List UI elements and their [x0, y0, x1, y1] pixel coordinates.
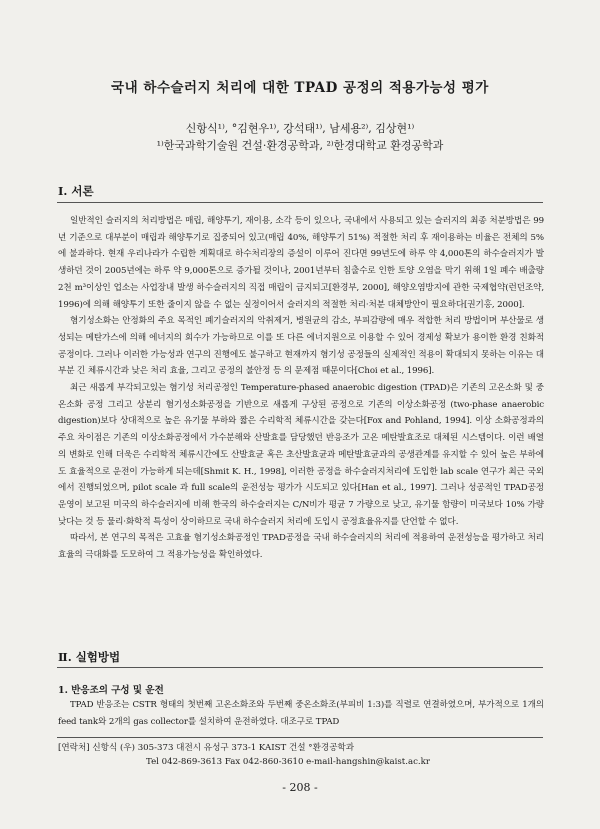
- paragraph: 일반적인 슬러지의 처리방법은 매립, 해양투기, 재이용, 소각 등이 있으나, 국내에서 사용되고 있는 슬러지의 최종 처분방법은 99년 기준으로 대부분이 매립과 해양투기로 집중되어 있고(매립 40%, 해양투기 51%) 적절한 처리 후 재이용하는 비율은 전체의 5%에 불과하다. 현재 우리나라가 수립한 계획대로 하수처리장의 증설이 이루어 진다면 99년도에 하루 약 4,000톤의 하수슬러지가 발생하던 것이 2005년에는 하루 약 9,000톤으로 증가될 것이나, 2001년부터 침출수로 인한 토양 오염을 막기 위해 1일 폐수 배출량 2천 m³이상인 업소는 사업장내 발생 하수슬러지의 직접 매립이 금지되고[환경부, 2000], 해양오염방지에 관한 국제협약(런던조약, 1996)에 의해 해양투기 또한 줄이지 않을 수 없는 실정이어서 슬러지의 적절한 처리·처분 대체방안이 필요하다[권기홍, 2000].: [58, 216, 544, 310]
- methods-body: [58, 697, 544, 731]
- footnote-divider: [57, 737, 543, 738]
- paper-title: 국내 하수슬러지 처리에 대한 TPAD 공정의 적용가능성 평가: [111, 80, 489, 96]
- contact-phone-email: Tel 042-869-3613 Fax 042-860-3610 e-mail-hangshin@kaist.ac.kr: [146, 757, 430, 767]
- section-heading-introduction: Ⅰ. 서론: [58, 184, 94, 198]
- introduction-body: [58, 213, 544, 564]
- author-affiliations: ¹⁾한국과학기술원 건설·환경공학과, ²⁾한경대학교 환경공학과: [156, 139, 444, 152]
- section-heading-methods: Ⅱ. 실험방법: [58, 650, 121, 664]
- author-names: 신항식¹⁾, °김현우¹⁾, 강석태¹⁾, 남세용²⁾, 김상현¹⁾: [185, 122, 415, 135]
- section-divider: [57, 667, 543, 668]
- paragraph: TPAD 반응조는 CSTR 형태의 첫번째 고온소화조와 두번째 중온소화조(부피비 1:3)를 직렬로 연결하였으며, 부가적으로 1개의 feed tank와 2개의 gas collector를 설치하여 운전하였다. 대조구로 TPAD: [58, 700, 544, 727]
- page-number: - 208 -: [282, 781, 318, 794]
- contact-address: [연락처] 신항식 (우) 305-373 대전시 유성구 373-1 KAIST 건설 °환경공학과: [58, 743, 355, 753]
- section-divider: [57, 202, 543, 203]
- paragraph: 따라서, 본 연구의 목적은 고효율 혐기성소화공정인 TPAD공정을 국내 하수슬러지의 처리에 적용하여 운전성능을 평가하고 처리효율의 극대화를 도모하여 그 적용가능성을 확인하였다.: [58, 533, 544, 561]
- subsection-heading: 1. 반응조의 구성 및 운전: [58, 685, 164, 696]
- paragraph: 혐기성소화는 안정화의 주요 목적인 폐기슬러지의 악취제거, 병원균의 감소, 부피감량에 매우 적합한 처리 방법이며 부산물로 생성되는 메탄가스에 의해 에너지의 회수가 가능하므로 이를 또 다른 에너지원으로 이용할 수 있어 경제성 확보가 용이한 환경 친화적 공정이다. 그러나 이러한 가능성과 연구의 진행에도 불구하고 현재까지 혐기성 공정들의 실제적인 적용이 확대되지 못하는 이유는 대부분 긴 체류시간과 낮은 처리 효율, 그리고 공정의 불안정 등 의 문제점 때문이다[Choi et al., 1996].: [58, 316, 544, 377]
- paragraph: 최근 새롭게 부각되고있는 혐기성 처리공정인 Temperature-phased anaerobic digestion (TPAD)은 기존의 고온소화 및 중온소화 공정 그리고 상분리 혐기성소화공정을 기반으로 새롭게 구상된 공정으로 기존의 이상소화공정 (two-phase anaerobic digestion)보다 상대적으로 높은 유기물 부하와 짧은 수리학적 체류시간을 갖는다[Fox and Pohland, 1994]. 이상 소화공정과의 주요 차이점은 기존의 이상소화공정에서 가수분해와 산발효를 담당했던 반응조가 고온 메탄발효조로 대체된 시스템이다. 이런 배열의 변화로 인해 더욱은 수리학적 체류시간에도 산발효균 혹은 초산발효균과 메탄발효균과의 공생관계를 유지할 수 있어 높은 부하에도 효율적으로 운전이 가능하게 되는데[Shmit K. H., 1998], 이러한 공정을 하수슬러지처리에 도입한 lab scale 연구가 최근 국외에서 진행되었으며, pilot scale 과 full scale의 운전성능 평가가 시도되고 있다[Han et al., 1997]. 그러나 성공적인 TPAD공정 운영이 보고된 미국의 하수슬러지에 비해 한국의 하수슬러지는 C/N비가 평균 7 가량으로 낮고, 유기물 함량이 미국보다 10% 가량 낮다는 것 등 물리·화학적 특성이 상이하므로 국내 하수슬러지 처리에 도입시 공정효율유지를 단언할 수 없다.: [58, 383, 544, 527]
- contact-footnote: [58, 741, 544, 769]
- author-block: [0, 120, 600, 154]
